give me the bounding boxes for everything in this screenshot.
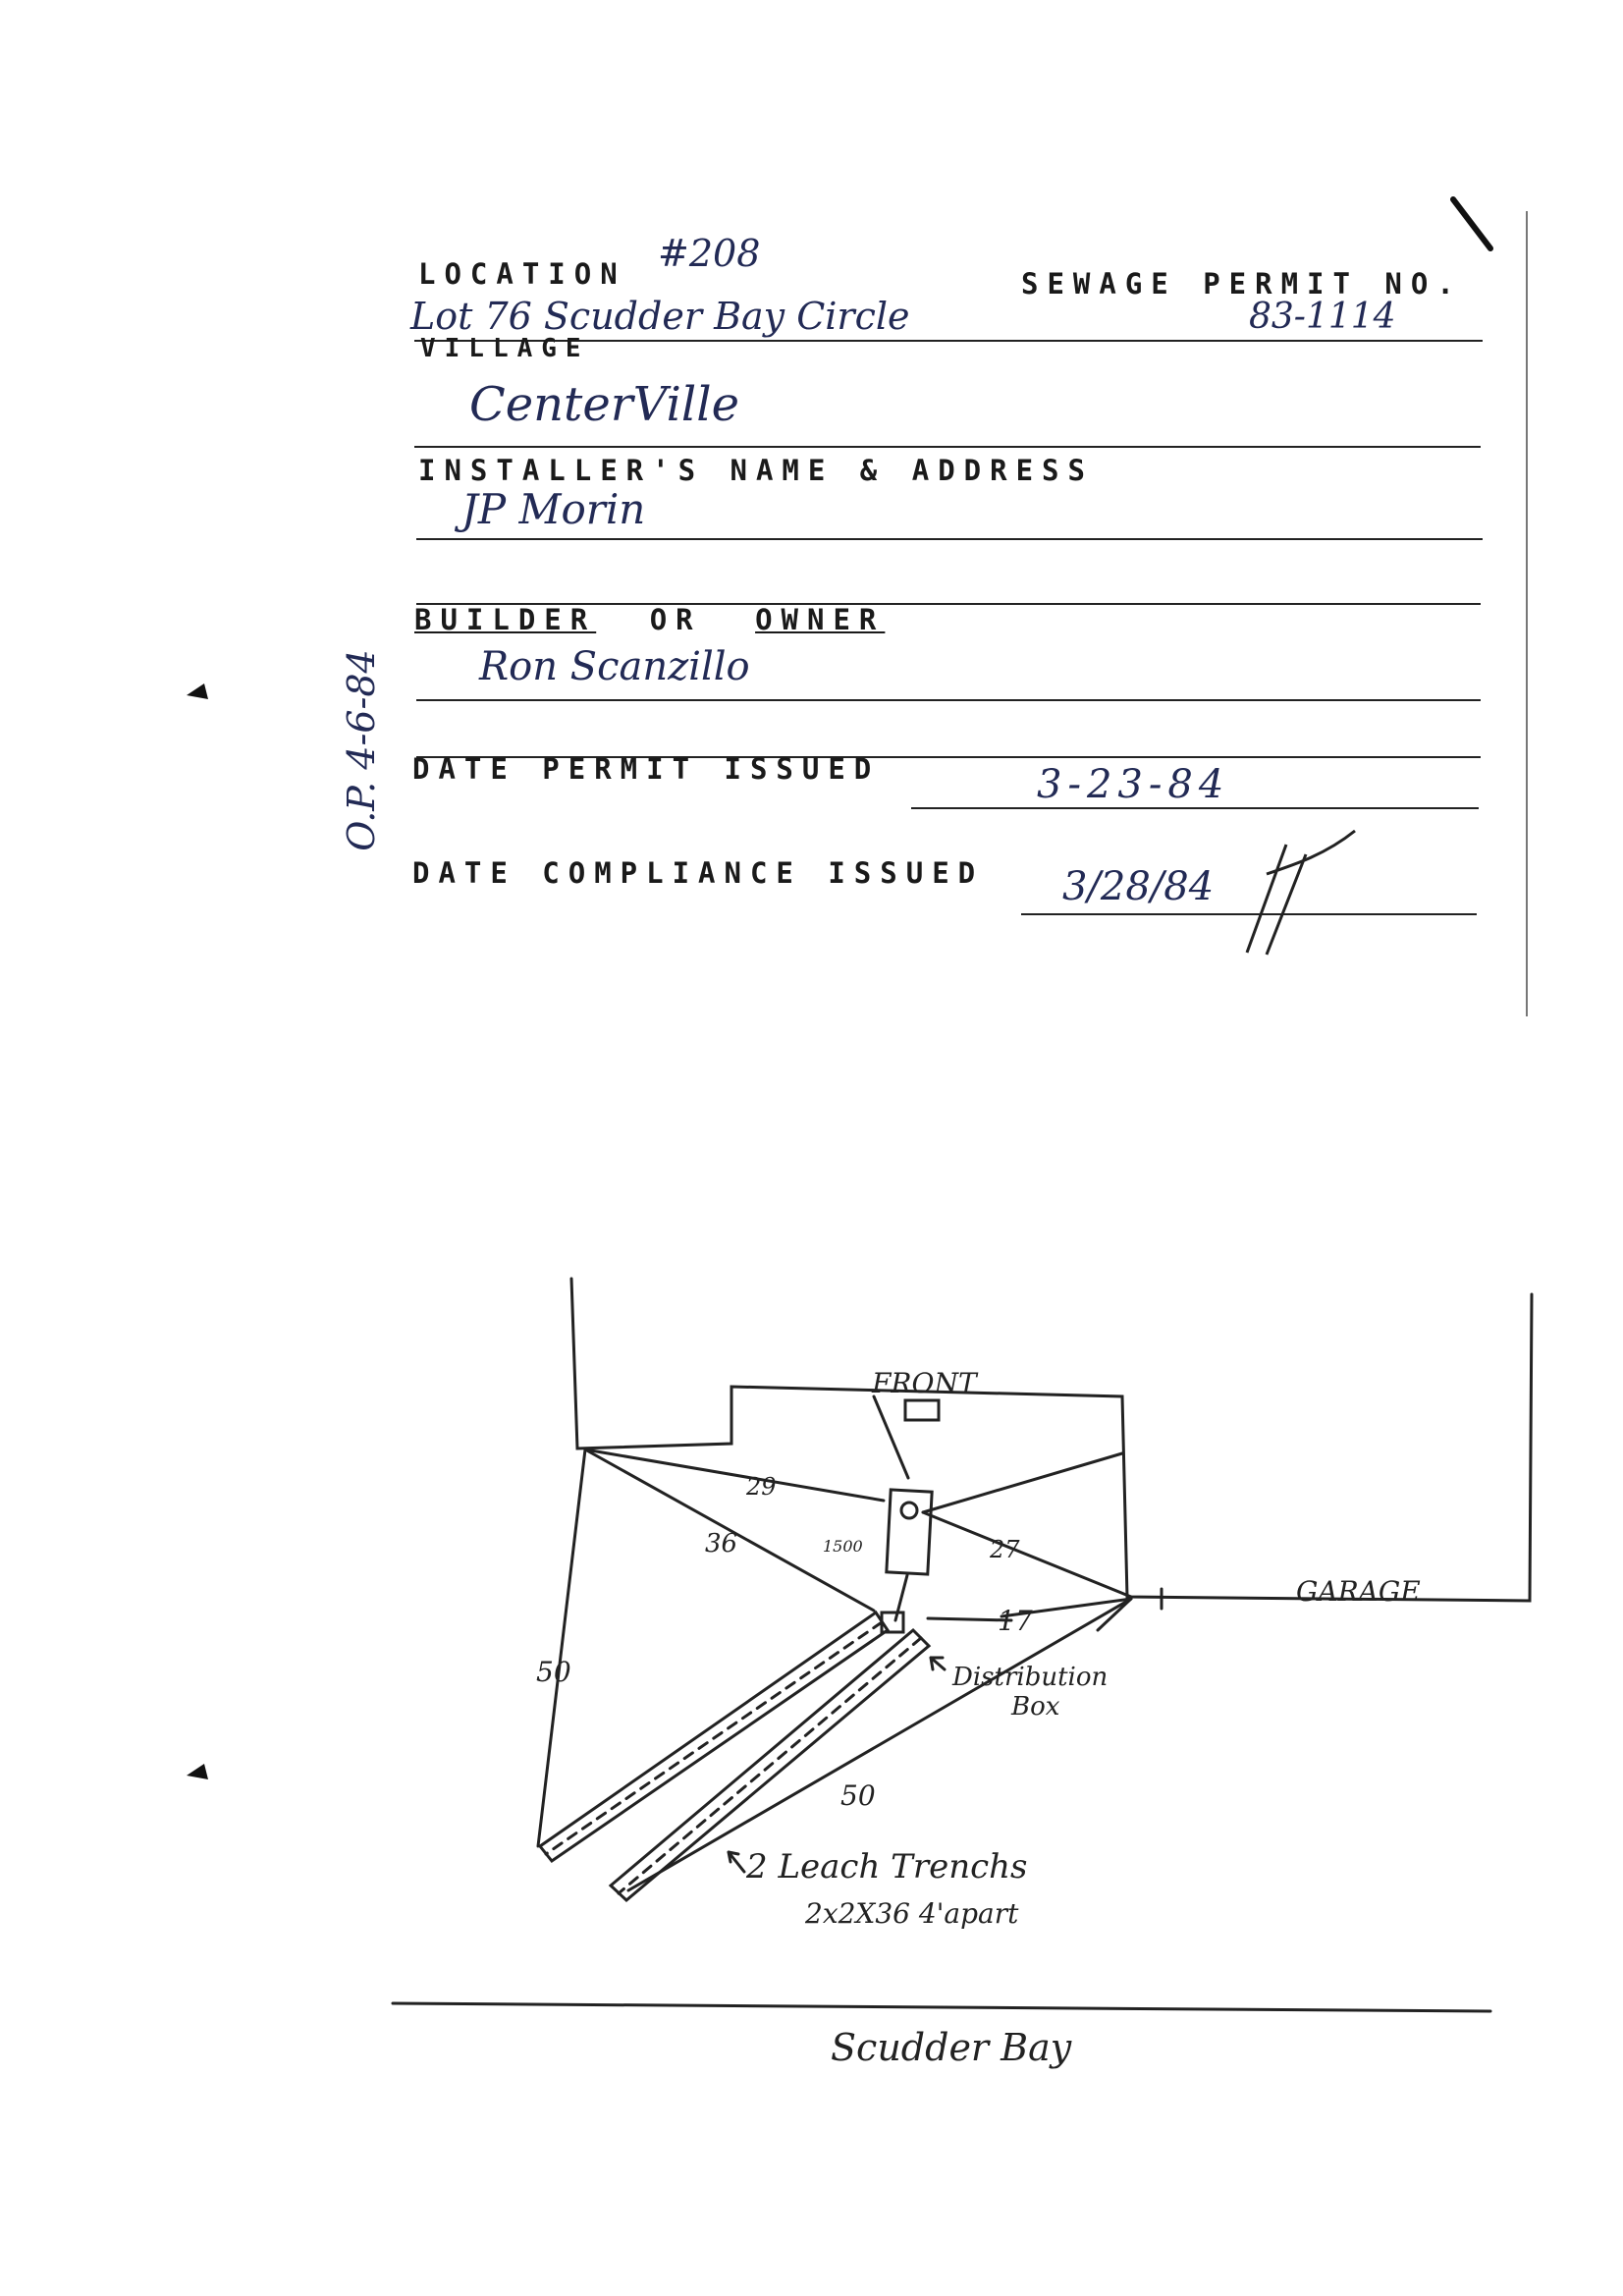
installer-value: JP Morin xyxy=(461,485,646,533)
side-note: O.P. 4-6-84 xyxy=(340,649,383,851)
village-value: CenterVille xyxy=(469,377,739,432)
permit-value: 83-1114 xyxy=(1249,297,1396,337)
builder-label-word: BUILDER xyxy=(414,603,597,636)
distribution-box xyxy=(882,1613,903,1632)
bay-label: Scudder Bay xyxy=(831,2026,1072,2069)
location-number: #208 xyxy=(658,232,761,275)
dim-27: 27 xyxy=(990,1536,1020,1563)
leach-arrow xyxy=(729,1852,744,1872)
location-label: LOCATION xyxy=(418,257,626,291)
setback-line-right xyxy=(923,1453,1122,1512)
distribution-box-label-1: Distribution xyxy=(952,1663,1109,1692)
date-permit-value: 3-23-84 xyxy=(1037,762,1230,807)
permit-label: SEWAGE PERMIT NO. xyxy=(1021,267,1463,301)
tank-manhole xyxy=(901,1503,917,1518)
front-line xyxy=(874,1396,908,1478)
distribution-box-label-2: Box xyxy=(1011,1692,1060,1722)
trench-centerline-1 xyxy=(546,1622,882,1854)
distribution-arrow xyxy=(931,1658,945,1669)
date-compliance-label: DATE COMPLIANCE ISSUED xyxy=(412,856,985,890)
owner-label-word: OWNER xyxy=(755,603,886,636)
dim-29: 29 xyxy=(746,1473,777,1501)
builder-value: Ron Scanzillo xyxy=(479,644,750,689)
garage-label: GARAGE xyxy=(1296,1575,1421,1608)
bay-shoreline xyxy=(393,2003,1490,2011)
leach-label-2: 2x2X36 4'apart xyxy=(805,1897,1019,1930)
tank-capacity: 1500 xyxy=(823,1537,863,1556)
dim-36: 36 xyxy=(705,1529,738,1558)
date-permit-label: DATE PERMIT ISSUED xyxy=(412,752,881,786)
dim-17: 17 xyxy=(998,1605,1033,1637)
builder-or-word: OR xyxy=(649,603,702,636)
setback-line-27 xyxy=(923,1512,1131,1597)
installer-label: INSTALLER'S NAME & ADDRESS xyxy=(418,454,1094,487)
location-value: Lot 76 Scudder Bay Circle xyxy=(410,295,910,338)
lot-boundary-side xyxy=(538,1449,585,1846)
date-compliance-value: 3/28/84 xyxy=(1062,864,1215,909)
dim-50-left: 50 xyxy=(536,1656,571,1688)
front-marker xyxy=(905,1400,939,1420)
leach-label-1: 2 Leach Trenchs xyxy=(746,1847,1028,1886)
dim-50-bottom: 50 xyxy=(840,1779,876,1812)
front-label: FRONT xyxy=(872,1367,977,1399)
village-label: VILLAGE xyxy=(420,334,590,363)
